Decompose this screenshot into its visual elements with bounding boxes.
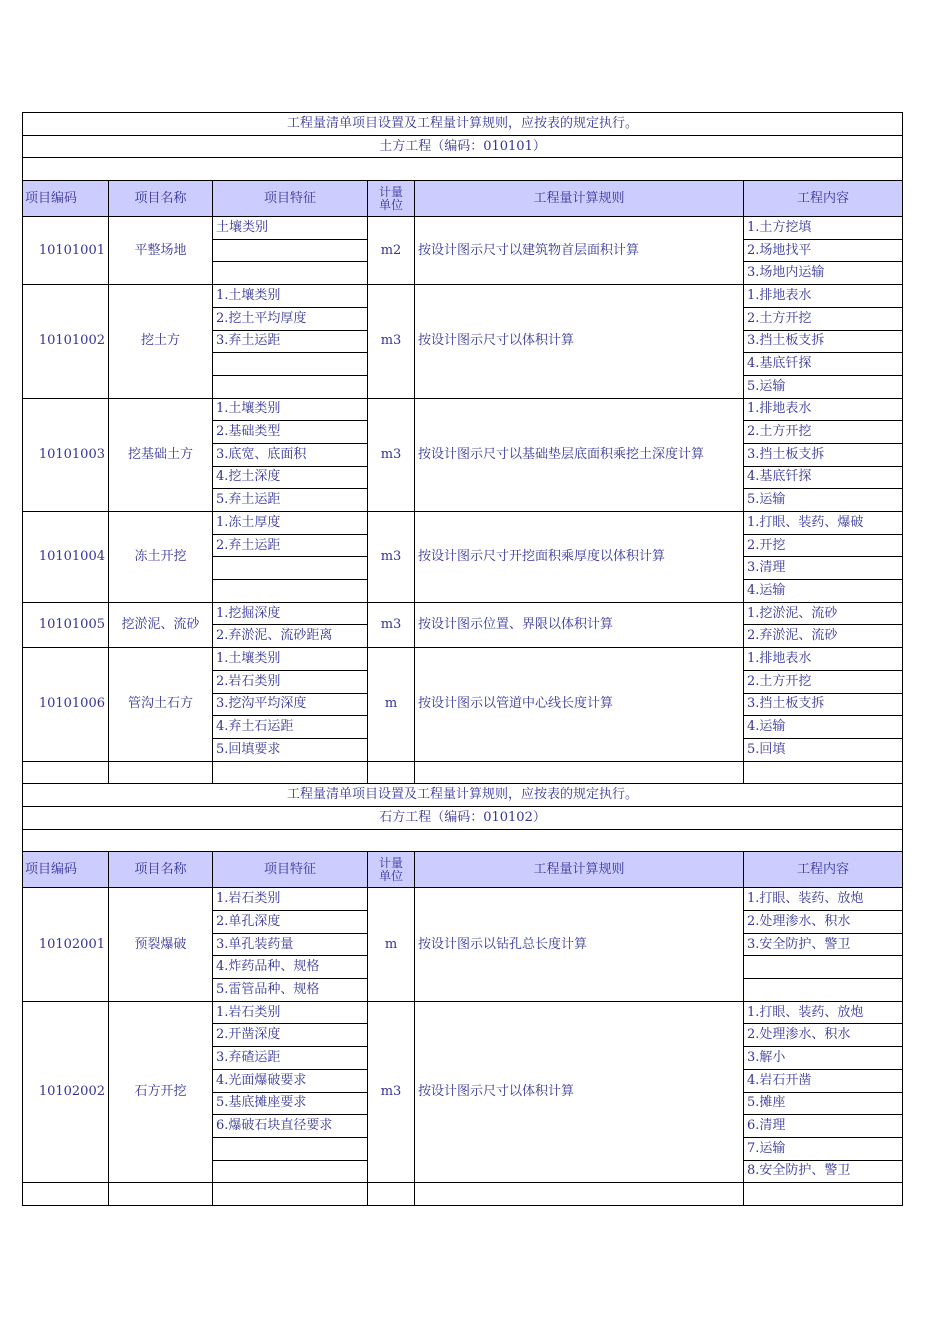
item-feature: 5.基底摊座要求 [213,1092,368,1115]
table-row [23,217,903,240]
item-unit: m3 [368,512,415,603]
item-unit: m3 [368,398,415,511]
empty-row [23,1183,903,1206]
item-content: 3.安全防护、警卫 [744,933,903,956]
item-rule: 按设计图示尺寸以体积计算 [415,1001,744,1183]
item-feature: 2.开凿深度 [213,1024,368,1047]
header-unit-line2: 单位 [378,868,403,883]
header-row [23,181,903,217]
item-rule: 按设计图示位置、界限以体积计算 [415,602,744,647]
quantity-rules-table [22,112,903,1206]
item-unit: m3 [368,1001,415,1183]
item-content: 2.开挖 [744,534,903,557]
item-rule: 按设计图示以管道中心线长度计算 [415,648,744,761]
item-feature [213,557,368,580]
title-row [23,806,903,829]
item-feature: 2.弃土运距 [213,534,368,557]
empty-cell [109,761,213,784]
item-content: 3.清理 [744,557,903,580]
item-rule: 按设计图示尺寸以体积计算 [415,285,744,398]
item-feature [213,239,368,262]
item-content: 5.回填 [744,738,903,761]
item-feature: 3.底宽、底面积 [213,443,368,466]
header-unit [368,181,415,217]
header-rule: 工程量计算规则 [415,181,744,217]
item-content: 3.挡土板支拆 [744,443,903,466]
item-feature: 3.挖沟平均深度 [213,693,368,716]
item-feature: 2.挖土平均厚度 [213,307,368,330]
header-unit [368,852,415,888]
table-row [23,512,903,535]
item-feature: 4.光面爆破要求 [213,1069,368,1092]
header-row [23,852,903,888]
item-content [744,956,903,979]
table-row [23,1001,903,1024]
item-rule: 按设计图示尺寸开挖面积乘厚度以体积计算 [415,512,744,603]
item-feature: 土壤类别 [213,217,368,240]
section-title: 土方工程（编码：010101） [23,135,903,158]
item-name: 管沟土石方 [109,648,213,761]
item-feature: 1.冻土厚度 [213,512,368,535]
item-code: 10101006 [23,648,109,761]
item-code: 10101003 [23,398,109,511]
item-content: 2.场地找平 [744,239,903,262]
item-content: 6.清理 [744,1115,903,1138]
blank-row [23,158,903,181]
empty-cell [744,1183,903,1206]
item-content: 2.土方开挖 [744,670,903,693]
item-name: 冻土开挖 [109,512,213,603]
item-feature: 2.弃淤泥、流砂距离 [213,625,368,648]
item-feature: 1.土壤类别 [213,398,368,421]
item-content: 4.岩石开凿 [744,1069,903,1092]
item-code: 10101005 [23,602,109,647]
table-row [23,398,903,421]
item-feature: 2.单孔深度 [213,911,368,934]
item-content: 4.运输 [744,580,903,603]
item-feature: 4.弃土石运距 [213,716,368,739]
item-content: 1.打眼、装药、放炮 [744,1001,903,1024]
table-row [23,888,903,911]
item-feature: 1.岩石类别 [213,888,368,911]
table-row [23,602,903,625]
item-code: 10102001 [23,888,109,1001]
item-feature: 2.基础类型 [213,421,368,444]
item-unit: m [368,888,415,1001]
empty-cell [23,761,109,784]
item-unit: m3 [368,602,415,647]
item-content: 4.基底钎探 [744,353,903,376]
blank-cell [23,829,903,852]
item-feature: 5.弃土运距 [213,489,368,512]
item-feature: 3.弃碴运距 [213,1047,368,1070]
item-code: 10102002 [23,1001,109,1183]
item-name: 挖淤泥、流砂 [109,602,213,647]
item-content: 5.运输 [744,375,903,398]
item-feature: 6.爆破石块直径要求 [213,1115,368,1138]
item-unit: m [368,648,415,761]
empty-cell [213,1183,368,1206]
empty-cell [368,1183,415,1206]
notice-row [23,784,903,807]
item-content: 4.基底钎探 [744,466,903,489]
item-feature [213,580,368,603]
item-rule: 按设计图示尺寸以建筑物首层面积计算 [415,217,744,285]
empty-cell [744,761,903,784]
item-feature [213,353,368,376]
section-notice: 工程量清单项目设置及工程量计算规则，应按表的规定执行。 [23,784,903,807]
item-feature: 5.回填要求 [213,738,368,761]
empty-cell [213,761,368,784]
header-code: 项目编码 [23,181,109,217]
item-name: 平整场地 [109,217,213,285]
item-content: 5.运输 [744,489,903,512]
empty-cell [368,761,415,784]
item-feature: 1.岩石类别 [213,1001,368,1024]
header-content: 工程内容 [744,852,903,888]
header-code: 项目编码 [23,852,109,888]
item-content: 4.运输 [744,716,903,739]
item-feature: 2.岩石类别 [213,670,368,693]
table-row [23,285,903,308]
item-content: 3.挡土板支拆 [744,330,903,353]
header-unit-line1: 计量 [378,184,403,199]
header-name: 项目名称 [109,852,213,888]
section-notice: 工程量清单项目设置及工程量计算规则，应按表的规定执行。 [23,113,903,136]
notice-row [23,113,903,136]
item-content: 2.土方开挖 [744,421,903,444]
item-content: 2.土方开挖 [744,307,903,330]
blank-cell [23,158,903,181]
item-content: 1.排地表水 [744,648,903,671]
table-row [23,648,903,671]
item-content: 1.排地表水 [744,285,903,308]
item-feature: 4.炸药品种、规格 [213,956,368,979]
item-rule: 按设计图示以钻孔总长度计算 [415,888,744,1001]
item-name: 石方开挖 [109,1001,213,1183]
item-feature: 5.雷管品种、规格 [213,979,368,1002]
item-content: 3.解小 [744,1047,903,1070]
item-content: 5.摊座 [744,1092,903,1115]
item-content: 1.排地表水 [744,398,903,421]
item-code: 10101002 [23,285,109,398]
item-name: 预裂爆破 [109,888,213,1001]
item-feature: 1.挖掘深度 [213,602,368,625]
item-content: 2.处理渗水、积水 [744,1024,903,1047]
item-code: 10101001 [23,217,109,285]
item-unit: m2 [368,217,415,285]
item-feature: 1.土壤类别 [213,648,368,671]
item-content [744,979,903,1002]
item-content: 1.打眼、装药、爆破 [744,512,903,535]
header-unit-line2: 单位 [378,197,403,212]
item-content: 1.土方挖填 [744,217,903,240]
header-rule: 工程量计算规则 [415,852,744,888]
item-code: 10101004 [23,512,109,603]
section-title: 石方工程（编码：010102） [23,806,903,829]
empty-cell [109,1183,213,1206]
item-content: 3.挡土板支拆 [744,693,903,716]
item-feature: 1.土壤类别 [213,285,368,308]
title-row [23,135,903,158]
item-content: 1.打眼、装药、放炮 [744,888,903,911]
header-name: 项目名称 [109,181,213,217]
item-feature: 3.单孔装药量 [213,933,368,956]
item-feature [213,1160,368,1183]
header-content: 工程内容 [744,181,903,217]
item-content: 8.安全防护、警卫 [744,1160,903,1183]
header-feature: 项目特征 [213,181,368,217]
item-feature [213,1137,368,1160]
empty-cell [415,1183,744,1206]
item-unit: m3 [368,285,415,398]
item-name: 挖基础土方 [109,398,213,511]
item-content: 2.处理渗水、积水 [744,911,903,934]
item-feature [213,375,368,398]
item-content: 2.弃淤泥、流砂 [744,625,903,648]
item-name: 挖土方 [109,285,213,398]
header-unit-line1: 计量 [378,855,403,870]
item-feature: 3.弃土运距 [213,330,368,353]
item-content: 7.运输 [744,1137,903,1160]
blank-row [23,829,903,852]
item-feature [213,262,368,285]
item-content: 1.挖淤泥、流砂 [744,602,903,625]
item-rule: 按设计图示尺寸以基础垫层底面积乘挖土深度计算 [415,398,744,511]
item-content: 3.场地内运输 [744,262,903,285]
header-feature: 项目特征 [213,852,368,888]
item-feature: 4.挖土深度 [213,466,368,489]
empty-cell [23,1183,109,1206]
empty-cell [415,761,744,784]
empty-row [23,761,903,784]
